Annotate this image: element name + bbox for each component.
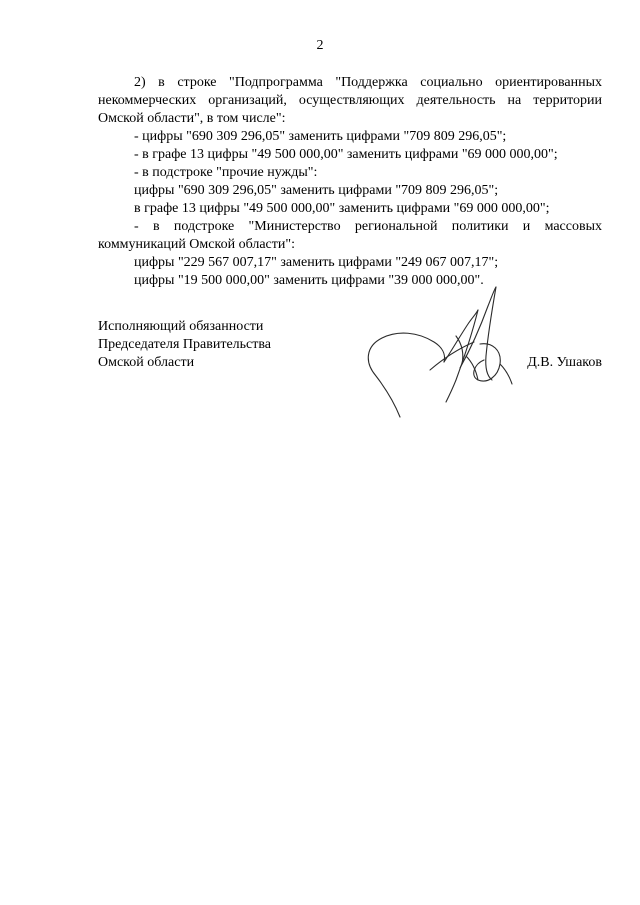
paragraph-line: некоммерческих организаций, осуществляющих деятельность на территории (98, 93, 602, 108)
page-number: 2 (316, 38, 324, 53)
signatory-name: Д.В. Ушаков (527, 355, 602, 370)
document-body (98, 74, 602, 290)
signatory-title-line: Омской области (98, 355, 195, 370)
handwritten-signature (360, 284, 520, 420)
paragraph-line: коммуникаций Омской области": (98, 237, 295, 252)
list-item: цифры "229 567 007,17" заменить цифрами "249 067 007,17"; (134, 255, 499, 270)
list-item: - в графе 13 цифры "49 500 000,00" заменить цифрами "69 000 000,00"; (134, 147, 558, 162)
list-item: - в подстроке "прочие нужды": (134, 165, 318, 180)
list-item: цифры "19 500 000,00" заменить цифрами "39 000 000,00". (134, 273, 484, 288)
list-item: - в подстроке "Министерство региональной политики и массовых (134, 219, 602, 234)
list-item: - цифры "690 309 296,05" заменить цифрами "709 809 296,05"; (134, 129, 507, 144)
paragraph-line: 2) в строке "Подпрограмма "Поддержка социально ориентированных (134, 75, 602, 90)
signatory-title-line: Исполняющий обязанности (98, 319, 264, 334)
list-item: цифры "690 309 296,05" заменить цифрами "709 809 296,05"; (134, 183, 499, 198)
signatory-title-line: Председателя Правительства (98, 337, 272, 352)
paragraph-line: Омской области", в том числе": (98, 111, 286, 126)
list-item: в графе 13 цифры "49 500 000,00" заменить цифрами "69 000 000,00"; (134, 201, 550, 216)
signatory-title (98, 318, 271, 372)
